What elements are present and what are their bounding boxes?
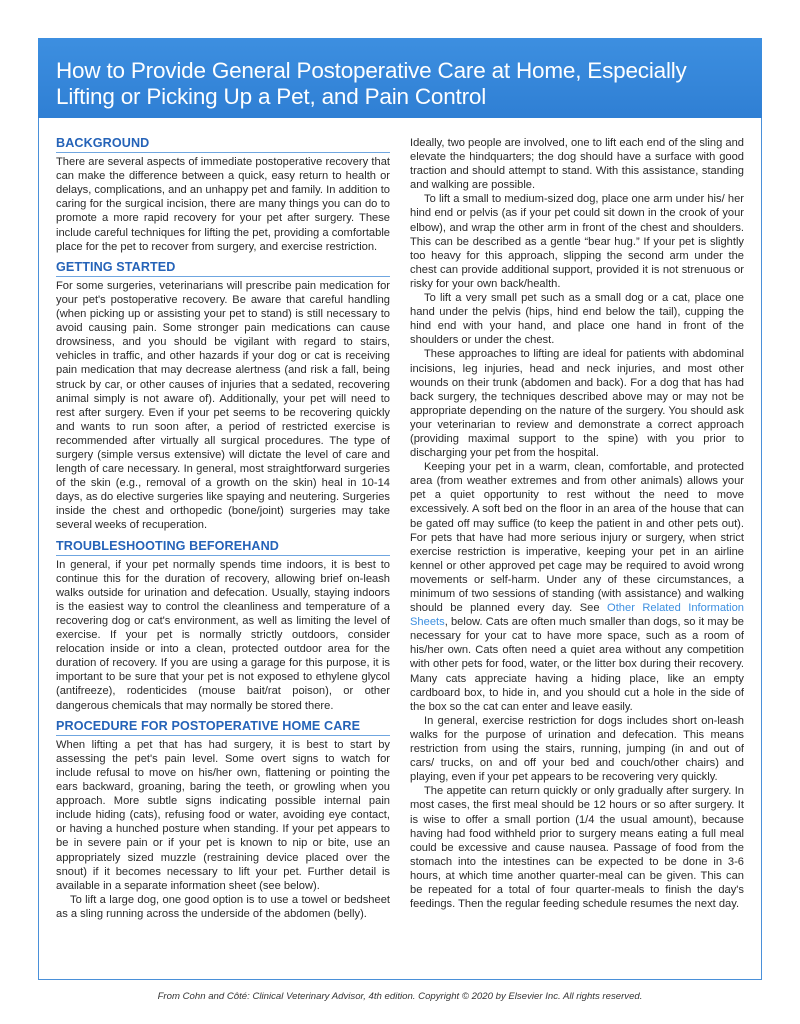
- section-heading: PROCEDURE FOR POSTOPERATIVE HOME CARE: [56, 719, 390, 736]
- section-background: [56, 136, 390, 254]
- page-title: How to Provide General Postoperative Care at Home, Especially Lifting or Picking Up a Pet, and Pain Control: [56, 58, 687, 109]
- paragraph: For some surgeries, veterinarians will prescribe pain medication for your pet's postoperative recovery. Be aware that careful handling (when picking up or assisting your pet to stand) is still necessary to avoid causing pain. Some stronger pain medications can cause drowsiness, and you should be vigilant with regard to stairs, vehicles in traffic, and other hazards if your dog or cat is receiving pain medication that may decrease alertness (and risk a fall, being struck by car, or other causes of injuries that a sedated, recovering animal simply is not aware of). Additionally, your pet will need to rest after surgery. Even if your pet seems to be recovering quickly and wants to run soon after, a period of restricted exercise is recommended after virtually all surgical procedures. The type of surgery (simple versus extensive) will dictate the level of care and length of care necessary. In general, most straightforward surgeries of the skin (e.g., removal of a growth on the skin) heal in 10-14 days, as do elective surgeries like spaying and neutering. Surgeries inside the chest and orthopedic (bone/joint) surgeries may take several weeks of recuperation.: [56, 279, 390, 532]
- right-column: [410, 136, 744, 911]
- title-banner: [38, 38, 762, 118]
- paragraph-text: , below. Cats are often much smaller than dogs, so it may be necessary for your cat to have more space, such as a room of his/her own. Cats often need a quiet area without any competition with other pets for food, water, or the litter box during their recovery. Many cats appreciate having a hiding place, like an empty cardboard box, to hide in, and you should cut a hole in the side of the box so the cat can enter and leave easily.: [410, 616, 744, 713]
- paragraph: In general, if your pet normally spends time indoors, it is best to continue this for the duration of recovery, allowing brief on-leash walks outside for urination and defecation. Usually, staying indoors is the easiest way to control the cleanliness and temperature of a recovering dog or cat's environment, as well as limiting the level of exercise. If your pet is normally strictly outdoors, consider relocation inside or into a clean, protected outdoor area for the duration of recovery. If you are using a garage for this purpose, it is important to be sure that your pet is not exposed to ethylene glycol (antifreeze), rodenticides (mouse bait/rat poison), or other dangerous chemicals that may normally be stored there.: [56, 558, 390, 712]
- paragraph: To lift a very small pet such as a small dog or a cat, place one hand under the pelvis (hips, hind end below the tail), cupping the hind end with your hand, and place one hand in front of the shoulders or under the chest.: [410, 292, 744, 347]
- section-heading: TROUBLESHOOTING BEFOREHAND: [56, 539, 390, 556]
- left-column: [56, 136, 390, 921]
- section-troubleshooting: [56, 539, 390, 713]
- paragraph: There are several aspects of immediate postoperative recovery that can make the difference between a quick, easy return to health or delays, complications, and an unhappy pet and family. In addition to caring for the surgical incision, there are many things you can do to promote a more rapid recovery for your pet after surgery. These include careful techniques for lifting the pet, providing a comfortable place for the pet to recover from surgery, and exercise restriction.: [56, 156, 390, 253]
- copyright-footer: From Cohn and Côté: Clinical Veterinary Advisor, 4th edition. Copyright © 2020 by Elsevier Inc. All rights reserved.: [157, 991, 643, 1002]
- paragraph-text: Keeping your pet in a warm, clean, comfortable, and protected area (from weather extremes and from other animals) allows your pet a quiet opportunity to rest without the need to move excessively. A soft bed on the floor in an area of the house that can be gated off may suffice (to keep the patient in and other pets out). For pets that have had more serious injury or surgery, when strict exercise restriction is imperative, keeping your pet in an airline kennel or other approved pet cage may be required to avoid wrong movements or self-harm. Under any of these circumstances, a minimum of two sessions of standing (with assistance) and walking should be planned every day. See: [410, 461, 744, 615]
- section-procedure: [56, 719, 390, 921]
- paragraph: In general, exercise restriction for dogs includes short on-leash walks for the purpose of urination and defecation. This means restriction from using the stairs, running, jumping (in and out of cars/ trucks, on and off your bed and couch/other chairs) and playing, even if your pet appears to be recovering very quickly.: [410, 714, 744, 784]
- paragraph: When lifting a pet that has had surgery, it is best to start by assessing the pet's pain level. Some overt signs to watch for include refusal to move on his/her own, flattening or pointing the ears backward, groaning, baring the teeth, or growling when you approach. More subtle signs indicating possible internal pain include hiding (cats), refusing food or water, avoiding eye contact, or having a hunched posture when standing. If your pet appears to be in severe pain or if your pet is known to nip or bite, use an appropriately sized muzzle (restraining device placed over the snout) if it becomes necessary to lift your pet. Further detail is available in a separate information sheet (see below).: [56, 738, 390, 892]
- related-sheets-link[interactable]: Other Related Information Sheets: [410, 602, 744, 629]
- section-heading: BACKGROUND: [56, 136, 390, 153]
- paragraph: To lift a large dog, one good option is to use a towel or bedsheet as a sling running across the underside of the abdomen (belly).: [56, 893, 390, 920]
- paragraph: Ideally, two people are involved, one to lift each end of the sling and elevate the hindquarters; the dog should have a surface with good traction and should attempt to stand. With this assistance, standing and walking are possible.: [410, 137, 744, 192]
- section-heading: GETTING STARTED: [56, 260, 390, 277]
- paragraph: [410, 460, 744, 714]
- section-getting-started: [56, 260, 390, 533]
- paragraph: To lift a small to medium-sized dog, place one arm under his/ her hind end or pelvis (as if your pet could sit down in the crook of your elbow), and wrap the other arm in front of the chest and shoulders. This can be described as a gentle “bear hug.” If your pet is slightly too heavy for this approach, slipping the second arm under the chest can provide additional support, provided it is not strenuous or risky for your own back/health.: [410, 193, 744, 290]
- paragraph: The appetite can return quickly or only gradually after surgery. In most cases, the first meal should be 12 hours or so after surgery. It is wise to offer a small portion (1/4 the usual amount), because having had food withheld prior to surgery means eating a full meal could be excessive and cause nausea. Passage of food from the stomach into the intestines can be expected to be done in 3-6 hours, at which time another quarter-meal can be given. This can be repeated for a total of four quarter-meals to finish the day's feedings. Then the regular feeding schedule resumes the next day.: [410, 785, 744, 911]
- paragraph: These approaches to lifting are ideal for patients with abdominal incisions, leg injuries, head and neck injuries, and most other wounds on their trunk (abdomen and back). For a dog that has had back surgery, the techniques described above may or may not be appropriate depending on the nature of the surgery. You should ask your veterinarian to review and demonstrate a correct approach (providing maximal support to the spine) with you prior to discharging your pet from the hospital.: [410, 348, 744, 460]
